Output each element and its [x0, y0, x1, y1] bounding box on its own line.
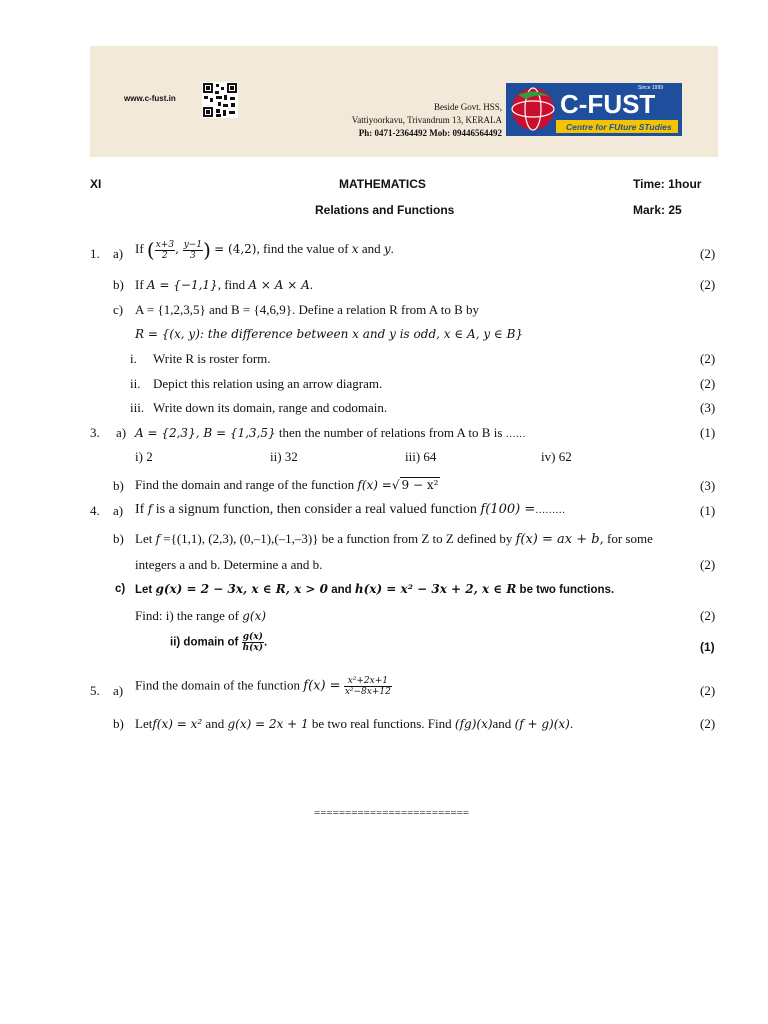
q4a-label: a): [113, 503, 124, 518]
q1c-i-mark: (2): [700, 351, 716, 366]
q5a-mark: (2): [700, 683, 716, 698]
q5b-label: b): [113, 716, 124, 731]
q5a-label: a): [113, 683, 124, 698]
q4c-i-mark: (2): [700, 608, 716, 623]
q3-number: 3.: [90, 425, 100, 440]
q4-number: 4.: [90, 503, 100, 518]
q1c-iii-num: iii.: [130, 400, 145, 415]
q1a-frac-x: $\frac{x+3}{2}$: [155, 239, 175, 261]
q1c-iii-text: Write down its domain, range and codomain.: [153, 400, 388, 415]
q1c-ii-num: ii.: [130, 376, 141, 391]
class-label: XI: [90, 177, 102, 191]
q3a-option-1: i) 2: [135, 449, 153, 464]
address-block: [352, 101, 502, 140]
q1c-ii-text: Depict this relation using an arrow diagram.: [153, 376, 383, 391]
q3b-mark: (3): [700, 478, 716, 493]
q3a-option-3: iii) 64: [405, 449, 437, 464]
q1a-label: a): [113, 246, 124, 261]
q4a-mark: (1): [700, 503, 716, 518]
qr-code-icon: [202, 82, 238, 118]
q1c-line2: R = {(x, y): the difference between x and y is odd, x ∈ A, y ∈ B}: [135, 327, 524, 341]
q4a-text: If f is a signum function, then consider a real valued function f(100) =………: [135, 502, 566, 517]
logo-since: Since 1999: [638, 85, 664, 91]
q4b-line2: integers a and b. Determine a and b.: [135, 557, 323, 572]
q5-number: 5.: [90, 683, 100, 698]
q1a-text: If ( $\frac{x+3}{2}$ , $\frac{y-1}{3}$ ) = (4,2), find the value of x and y.: [135, 238, 394, 262]
q5b-text: Letf(x) = x² and g(x) = 2x + 1 be two real functions. Find (fg)(x)and (f + g)(x).: [135, 716, 574, 731]
topic-title: Relations and Functions: [315, 203, 455, 217]
q1b-mark: (2): [700, 277, 716, 292]
footer-rule: =========================: [314, 807, 470, 819]
q1c-iii-mark: (3): [700, 400, 716, 415]
q1a-mark: (2): [700, 246, 716, 261]
q4c-find: Find: i) the range of g(x): [135, 608, 267, 623]
q1a-frac-y: $\frac{y-1}{3}$: [183, 239, 203, 261]
q4b-text: Let f ={(1,1), (2,3), (0,–1),(–1,–3)} be a function from Z to Z defined by f(x) = ax + b, for some: [135, 531, 653, 547]
q1c-label: c): [113, 302, 124, 317]
q1c-line1: A = {1,2,3,5} and B = {4,6,9}. Define a relation R from A to B by: [135, 302, 480, 317]
q5a-frac: $\frac{\text{x²+2x+1}}{\text{x²−8x+12}}$: [344, 676, 391, 697]
q3a-mark: (1): [700, 425, 716, 440]
logo-tagline: Centre for FUture STudies: [566, 122, 672, 132]
q4c-text: Let g(x) = 2 − 3x, x ∈ R, x > 0 and h(x) = x² − 3x + 2, x ∈ R be two functions.: [135, 582, 615, 596]
address-line-2: Vattiyoorkavu, Trivandrum 13, KERALA: [351, 115, 502, 125]
q4c-ii-mark: (1): [700, 640, 715, 654]
q1b-label: b): [113, 277, 124, 292]
q3a-option-4: iv) 62: [541, 449, 572, 464]
header-banner: [90, 46, 718, 157]
address-line-1: Beside Govt. HSS,: [433, 102, 502, 112]
phone-line: Ph: 0471-2364492 Mob: 09446564492: [358, 128, 502, 138]
q5a-text: Find the domain of the function f(x) = $\frac{\text{x²+2x+1}}{\text{x²−8x+12}}$: [135, 676, 391, 697]
q4c-ii-text: ii) domain of $\frac{g(x)}{h(x)}$ .: [170, 632, 268, 653]
q3a-option-2: ii) 32: [270, 449, 298, 464]
q1c-ii-mark: (2): [700, 376, 716, 391]
q4c-frac: $\frac{g(x)}{h(x)}$: [242, 632, 263, 653]
q4b-mark: (2): [700, 557, 716, 572]
q3b-text: Find the domain and range of the function f(x) =√ 9 − x²: [135, 477, 439, 492]
q3a-label: a): [116, 425, 127, 440]
q1c-i-num: i.: [130, 351, 137, 366]
subject-title: MATHEMATICS: [339, 177, 426, 191]
q1-number: 1.: [90, 246, 100, 261]
q5b-mark: (2): [700, 716, 716, 731]
q3b-label: b): [113, 478, 124, 493]
q3a-text: A = {2,3}, B = {1,3,5} then the number of relations from A to B is ……: [135, 425, 526, 440]
logo-name: C-FUST: [560, 89, 656, 119]
time-label: Time: 1hour: [633, 177, 702, 191]
q1c-i-text: Write R is roster form.: [153, 351, 271, 366]
q4c-label: c): [115, 583, 126, 595]
website-url[interactable]: www.c-fust.in: [124, 94, 176, 103]
q1b-text: If A = {−1,1}, find A × A × A.: [135, 277, 314, 292]
mark-label: Mark: 25: [633, 203, 682, 217]
q4b-label: b): [113, 531, 124, 546]
